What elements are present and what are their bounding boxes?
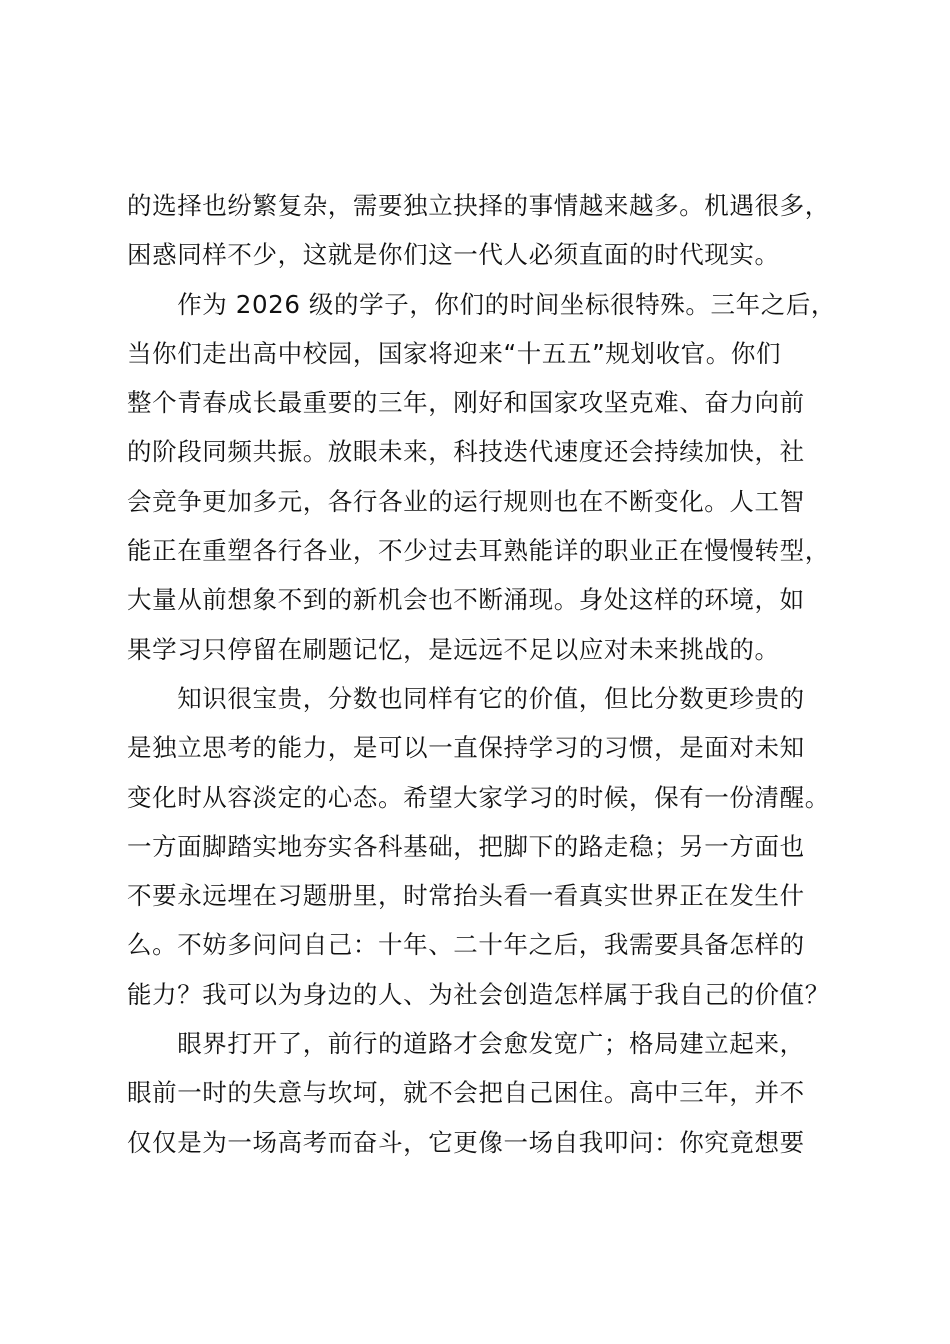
text-line: 不要永远埋在习题册里，时常抬头看一看真实世界正在发生什 — [127, 881, 805, 911]
text-line: 果学习只停留在刷题记忆，是远远不足以应对未来挑战的。 — [127, 634, 780, 664]
text-line: 变化时从容淡定的心态。希望大家学习的时候，保有一份清醒。 — [127, 782, 830, 812]
text-line: 大量从前想象不到的新机会也不断涌现。身处这样的环境，如 — [127, 585, 805, 615]
text-line: 能力？我可以为身边的人、为社会创造怎样属于我自己的价值？ — [127, 979, 830, 1009]
text-line: 当你们走出高中校园，国家将迎来“十五五”规划收官。你们 — [127, 338, 782, 368]
text-line: 么。不妨多问问自己：十年、二十年之后，我需要具备怎样的 — [127, 930, 805, 960]
text-line: 知识很宝贵，分数也同样有它的价值，但比分数更珍贵的 — [127, 683, 805, 713]
text-line: 仅仅是为一场高考而奋斗，它更像一场自我叩问：你究竟想要 — [127, 1127, 805, 1157]
text-line: 的选择也纷繁复杂，需要独立抉择的事情越来越多。机遇很多， — [127, 191, 830, 220]
text-line: 会竞争更加多元，各行各业的运行规则也在不断变化。人工智 — [127, 486, 805, 516]
text-line: 作为 2026 级的学子，你们的时间坐标很特殊。三年之后， — [127, 289, 837, 319]
text-line: 的阶段同频共振。放眼未来，科技迭代速度还会持续加快，社 — [127, 437, 805, 467]
document-body — [127, 181, 837, 1167]
text-line: 整个青春成长最重要的三年，刚好和国家攻坚克难、奋力向前 — [127, 388, 805, 418]
text-line: 眼前一时的失意与坎坷，就不会把自己困住。高中三年，并不 — [127, 1078, 805, 1108]
text-line: 一方面脚踏实地夯实各科基础，把脚下的路走稳；另一方面也 — [127, 831, 805, 861]
text-line: 困惑同样不少，这就是你们这一代人必须直面的时代现实。 — [127, 240, 780, 270]
text-line: 是独立思考的能力，是可以一直保持学习的习惯，是面对未知 — [127, 733, 805, 763]
text-line: 眼界打开了，前行的道路才会愈发宽广；格局建立起来， — [127, 1029, 805, 1059]
text-line: 能正在重塑各行各业，不少过去耳熟能详的职业正在慢慢转型， — [127, 536, 830, 566]
